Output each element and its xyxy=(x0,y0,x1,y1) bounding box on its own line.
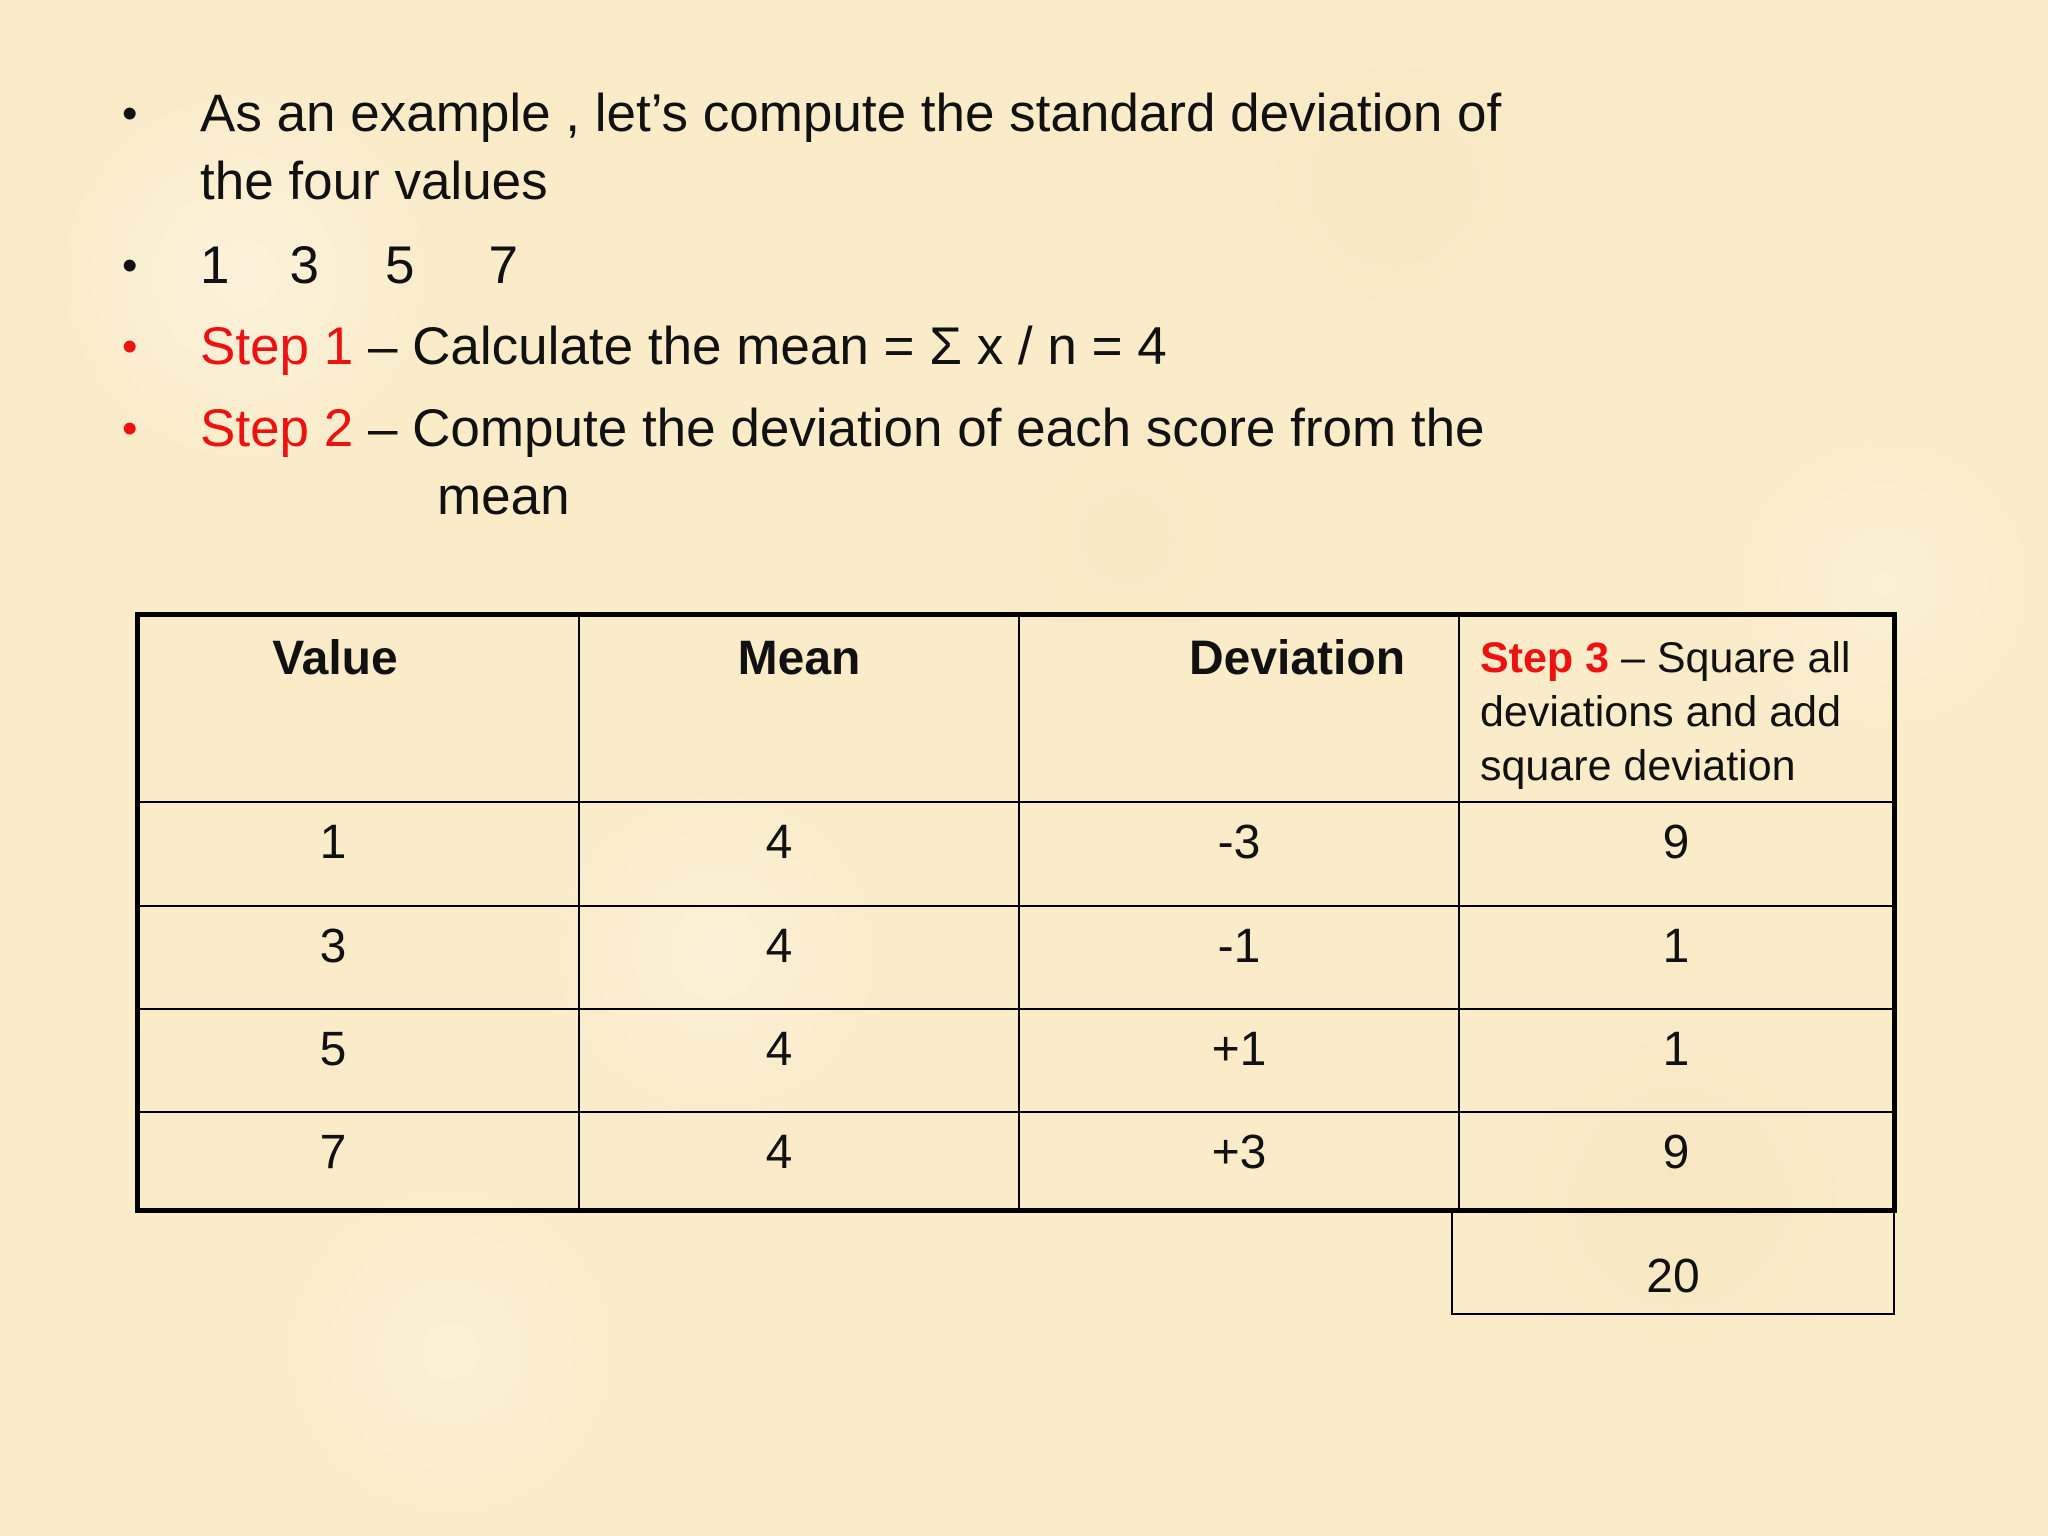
step-2-description: – Compute the deviation of each score from the xyxy=(353,399,1485,458)
mean-text: 4 xyxy=(765,816,793,869)
cell-mean xyxy=(580,1010,1020,1111)
cell-square xyxy=(1460,1010,1892,1111)
table-row xyxy=(140,1010,1892,1113)
cell-value xyxy=(140,907,580,1008)
table-row xyxy=(140,1113,1892,1208)
deviation-text: +3 xyxy=(1211,1126,1267,1179)
square-text: 9 xyxy=(1662,1126,1690,1179)
value-item: 3 xyxy=(289,236,319,295)
step-3-description: – Square all deviations and add square deviation xyxy=(1480,634,1851,790)
deviation-text: -1 xyxy=(1217,920,1261,973)
header-deviation: Deviation xyxy=(1188,632,1406,685)
bullet-dot: • xyxy=(122,404,138,453)
value-text: 7 xyxy=(319,1126,347,1179)
step-2-label: Step 2 xyxy=(200,399,354,458)
cell-deviation xyxy=(1020,803,1460,905)
cell-square xyxy=(1460,907,1892,1008)
header-cell-step-3 xyxy=(1460,617,1892,801)
value-text: 3 xyxy=(319,920,347,973)
value-item: 5 xyxy=(384,236,415,295)
table-header-row xyxy=(140,617,1892,803)
header-cell-deviation xyxy=(1020,617,1460,801)
cell-value xyxy=(140,1010,580,1111)
cell-mean xyxy=(580,803,1020,905)
step-3-label: Step 3 xyxy=(1480,634,1610,682)
deviation-text: -3 xyxy=(1217,816,1261,869)
example-line-2: the four values xyxy=(200,152,548,211)
bullet-dot: • xyxy=(122,89,138,138)
step-3-header xyxy=(1480,631,1880,793)
value-item: 1 xyxy=(200,236,230,295)
example-line-1: As an example , let’s compute the standard deviation of xyxy=(200,84,1502,143)
cell-deviation xyxy=(1020,907,1460,1008)
total-value: 20 xyxy=(1646,1250,1700,1303)
value-text: 5 xyxy=(319,1023,347,1076)
mean-text: 4 xyxy=(765,920,793,973)
cell-deviation xyxy=(1020,1113,1460,1208)
step-2-text xyxy=(200,395,1485,531)
header-cell-value xyxy=(140,617,580,801)
cell-square xyxy=(1460,1113,1892,1208)
bullet-list xyxy=(0,0,2048,560)
square-text: 1 xyxy=(1662,920,1690,973)
values-list xyxy=(200,232,518,300)
bullet-dot: • xyxy=(122,322,138,371)
cell-deviation xyxy=(1020,1010,1460,1111)
cell-value xyxy=(140,1113,580,1208)
bullet-dot: • xyxy=(122,241,138,290)
step-1-description: – Calculate the mean = Σ x / n = 4 xyxy=(353,317,1167,376)
square-text: 1 xyxy=(1662,1023,1690,1076)
cell-mean xyxy=(580,1113,1020,1208)
deviation-table xyxy=(135,612,1897,1213)
deviation-text: +1 xyxy=(1211,1023,1267,1076)
step-1-text xyxy=(200,313,1167,381)
table-row xyxy=(140,803,1892,907)
cell-square xyxy=(1460,803,1892,905)
mean-text: 4 xyxy=(765,1023,793,1076)
step-1-label: Step 1 xyxy=(200,317,354,376)
value-text: 1 xyxy=(319,816,347,869)
bullet-text xyxy=(200,80,1501,216)
square-text: 9 xyxy=(1662,816,1690,869)
sum-of-squares-total xyxy=(1451,1213,1895,1315)
header-mean: Mean xyxy=(737,632,861,685)
mean-text: 4 xyxy=(765,1126,793,1179)
cell-mean xyxy=(580,907,1020,1008)
header-value: Value xyxy=(272,632,398,685)
header-cell-mean xyxy=(580,617,1020,801)
value-item: 7 xyxy=(488,236,518,295)
cell-value xyxy=(140,803,580,905)
table-row xyxy=(140,907,1892,1010)
step-2-description-line-2: mean xyxy=(437,467,570,526)
